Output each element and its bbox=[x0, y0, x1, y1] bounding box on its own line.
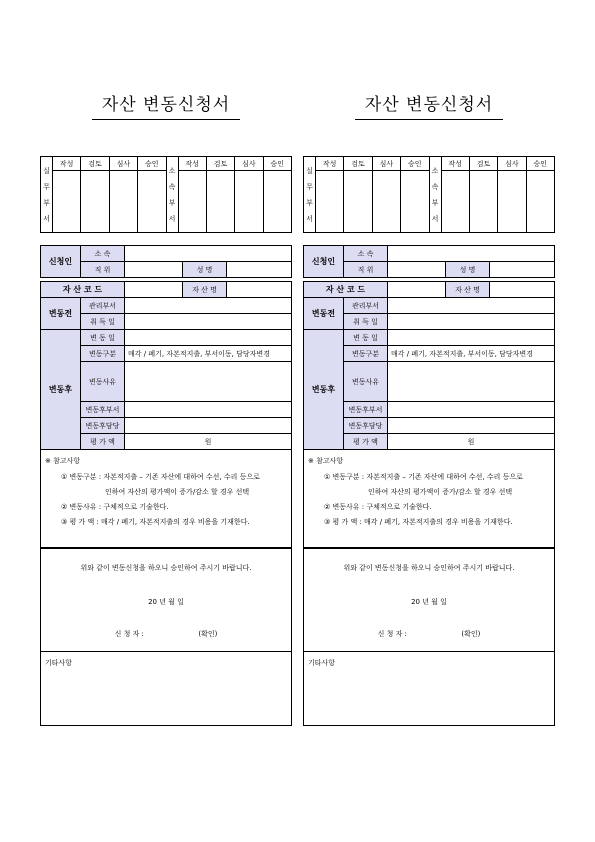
notes-line: ① 변동구분 : 자본적지출 – 기존 자산에 대하여 수선, 수리 등으로 bbox=[324, 473, 523, 481]
remark-section[interactable] bbox=[40, 652, 292, 726]
approval-col-review: 검토 bbox=[206, 157, 234, 171]
after-label: 변동후 bbox=[304, 330, 344, 450]
approval-group1-label: 실 무 부 서 bbox=[41, 157, 53, 233]
request-text: 위와 같이 변동신청을 하오니 승인하여 주시기 바랍니다. bbox=[80, 564, 252, 572]
new-manager-label: 변동후담당 bbox=[344, 418, 388, 434]
signature-box[interactable] bbox=[372, 171, 400, 233]
applicant-signature-label[interactable]: 신 청 자 : bbox=[114, 630, 144, 638]
valuation-label: 평 가 액 bbox=[81, 434, 125, 450]
position-field[interactable] bbox=[388, 262, 446, 278]
change-date-field[interactable] bbox=[125, 330, 292, 346]
asset-code-label: 자 산 코 드 bbox=[304, 282, 388, 298]
approval-table bbox=[303, 156, 555, 233]
signature-box[interactable] bbox=[526, 171, 554, 233]
affiliation-label: 소 속 bbox=[344, 246, 388, 262]
notes-line: ② 변동사유 : 구체적으로 기술한다. bbox=[324, 503, 432, 511]
approval-col-approve: 승인 bbox=[138, 157, 166, 171]
applicant-label: 신청인 bbox=[304, 246, 344, 278]
signature-box[interactable] bbox=[498, 171, 526, 233]
change-type-label: 변동구분 bbox=[81, 346, 125, 362]
new-dept-label: 변동후부서 bbox=[344, 402, 388, 418]
new-manager-label: 변동후담당 bbox=[81, 418, 125, 434]
main-table bbox=[303, 245, 555, 450]
signature-box[interactable] bbox=[344, 171, 372, 233]
signature-box[interactable] bbox=[263, 171, 291, 233]
asset-code-label: 자 산 코 드 bbox=[41, 282, 125, 298]
after-label: 변동후 bbox=[41, 330, 81, 450]
before-dept-label: 관리부서 bbox=[344, 298, 388, 314]
approval-col-approve: 승인 bbox=[526, 157, 554, 171]
position-field[interactable] bbox=[125, 262, 183, 278]
notes-line: 인하여 자산의 평가액이 증가/감소 할 경우 선택 bbox=[368, 488, 513, 496]
asset-code-field[interactable] bbox=[388, 282, 446, 298]
change-reason-field[interactable] bbox=[388, 362, 555, 402]
request-section bbox=[40, 548, 292, 652]
acquire-date-field[interactable] bbox=[125, 314, 292, 330]
approval-col-audit: 심사 bbox=[498, 157, 526, 171]
signature-box[interactable] bbox=[206, 171, 234, 233]
applicant-signature-label[interactable]: 신 청 자 : bbox=[377, 630, 407, 638]
approval-col-draft: 작성 bbox=[441, 157, 469, 171]
signature-box[interactable] bbox=[441, 171, 469, 233]
request-date[interactable]: 20 년 월 일 bbox=[411, 598, 447, 606]
remark-label: 기타사항 bbox=[308, 659, 336, 667]
request-applicant-line bbox=[304, 629, 554, 639]
affiliation-field[interactable] bbox=[388, 246, 555, 262]
change-date-field[interactable] bbox=[388, 330, 555, 346]
asset-code-field[interactable] bbox=[125, 282, 183, 298]
approval-col-draft: 작성 bbox=[316, 157, 344, 171]
new-dept-field[interactable] bbox=[388, 402, 555, 418]
notes-header: ※ 참고사항 bbox=[308, 457, 344, 465]
name-label: 성 명 bbox=[183, 262, 227, 278]
change-date-label: 변 동 일 bbox=[81, 330, 125, 346]
request-text: 위와 같이 변동신청을 하오니 승인하여 주시기 바랍니다. bbox=[343, 564, 515, 572]
signature-box[interactable] bbox=[81, 171, 109, 233]
signature-box[interactable] bbox=[109, 171, 137, 233]
approval-col-approve: 승인 bbox=[263, 157, 291, 171]
change-reason-field[interactable] bbox=[125, 362, 292, 402]
valuation-unit: 원 bbox=[467, 437, 475, 446]
approval-group1-label: 실 무 부 서 bbox=[304, 157, 316, 233]
approval-col-review: 검토 bbox=[469, 157, 497, 171]
approval-table bbox=[40, 156, 292, 233]
notes-header: ※ 참고사항 bbox=[45, 457, 81, 465]
signature-box[interactable] bbox=[178, 171, 206, 233]
main-table bbox=[40, 245, 292, 450]
signature-box[interactable] bbox=[316, 171, 344, 233]
valuation-unit: 원 bbox=[204, 437, 212, 446]
change-type-options[interactable]: 매각 / 폐기, 자본적지출, 부서이동, 담당자변경 bbox=[125, 346, 292, 362]
request-date[interactable]: 20 년 월 일 bbox=[148, 598, 184, 606]
before-dept-field[interactable] bbox=[388, 298, 555, 314]
approval-col-review: 검토 bbox=[344, 157, 372, 171]
notes-line: ① 변동구분 : 자본적지출 – 기존 자산에 대하여 수선, 수리 등으로 bbox=[61, 473, 260, 481]
signature-box[interactable] bbox=[469, 171, 497, 233]
valuation-field[interactable] bbox=[388, 434, 555, 450]
confirm-stamp[interactable]: (확인) bbox=[461, 630, 481, 638]
asset-name-label: 자 산 명 bbox=[183, 282, 227, 298]
name-label: 성 명 bbox=[446, 262, 490, 278]
new-dept-field[interactable] bbox=[125, 402, 292, 418]
before-label: 변동전 bbox=[304, 298, 344, 330]
position-label: 직 위 bbox=[81, 262, 125, 278]
change-reason-label: 변동사유 bbox=[81, 362, 125, 402]
change-type-label: 변동구분 bbox=[344, 346, 388, 362]
change-date-label: 변 동 일 bbox=[344, 330, 388, 346]
new-manager-field[interactable] bbox=[388, 418, 555, 434]
approval-col-draft: 작성 bbox=[178, 157, 206, 171]
acquire-date-field[interactable] bbox=[388, 314, 555, 330]
before-label: 변동전 bbox=[41, 298, 81, 330]
notes-section bbox=[303, 450, 555, 548]
valuation-field[interactable] bbox=[125, 434, 292, 450]
asset-name-label: 자 산 명 bbox=[446, 282, 490, 298]
applicant-label: 신청인 bbox=[41, 246, 81, 278]
signature-box[interactable] bbox=[53, 171, 81, 233]
affiliation-label: 소 속 bbox=[81, 246, 125, 262]
signature-box[interactable] bbox=[138, 171, 166, 233]
acquire-date-label: 취 득 일 bbox=[81, 314, 125, 330]
notes-section bbox=[40, 450, 292, 548]
signature-box[interactable] bbox=[401, 171, 429, 233]
notes-line: ③ 평 가 액 : 매각 / 폐기, 자본적지출의 경우 비용을 기재한다. bbox=[61, 518, 250, 526]
notes-line: ② 변동사유 : 구체적으로 기술한다. bbox=[61, 503, 169, 511]
affiliation-field[interactable] bbox=[125, 246, 292, 262]
acquire-date-label: 취 득 일 bbox=[344, 314, 388, 330]
new-dept-label: 변동후부서 bbox=[81, 402, 125, 418]
notes-line: 인하여 자산의 평가액이 증가/감소 할 경우 선택 bbox=[105, 488, 250, 496]
form-title: 자산 변동신청서 bbox=[40, 90, 292, 124]
new-manager-field[interactable] bbox=[125, 418, 292, 434]
request-section bbox=[303, 548, 555, 652]
change-reason-label: 변동사유 bbox=[344, 362, 388, 402]
before-dept-field[interactable] bbox=[125, 298, 292, 314]
approval-group2-label: 소 속 부 서 bbox=[166, 157, 178, 233]
form-title: 자산 변동신청서 bbox=[303, 90, 555, 124]
approval-col-audit: 심사 bbox=[372, 157, 400, 171]
approval-col-audit: 심사 bbox=[109, 157, 137, 171]
name-field[interactable] bbox=[490, 262, 555, 278]
remark-section[interactable] bbox=[303, 652, 555, 726]
approval-col-review: 검토 bbox=[81, 157, 109, 171]
confirm-stamp[interactable]: (확인) bbox=[198, 630, 218, 638]
asset-change-form-left bbox=[40, 90, 292, 726]
before-dept-label: 관리부서 bbox=[81, 298, 125, 314]
asset-name-field[interactable] bbox=[490, 282, 555, 298]
approval-col-approve: 승인 bbox=[401, 157, 429, 171]
asset-change-form-right bbox=[303, 90, 555, 726]
remark-label: 기타사항 bbox=[45, 659, 73, 667]
change-type-options[interactable]: 매각 / 폐기, 자본적지출, 부서이동, 담당자변경 bbox=[388, 346, 555, 362]
approval-col-audit: 심사 bbox=[235, 157, 263, 171]
valuation-label: 평 가 액 bbox=[344, 434, 388, 450]
signature-box[interactable] bbox=[235, 171, 263, 233]
position-label: 직 위 bbox=[344, 262, 388, 278]
approval-col-draft: 작성 bbox=[53, 157, 81, 171]
asset-name-field[interactable] bbox=[227, 282, 292, 298]
approval-group2-label: 소 속 부 서 bbox=[429, 157, 441, 233]
notes-line: ③ 평 가 액 : 매각 / 폐기, 자본적지출의 경우 비용을 기재한다. bbox=[324, 518, 513, 526]
name-field[interactable] bbox=[227, 262, 292, 278]
request-applicant-line bbox=[41, 629, 291, 639]
